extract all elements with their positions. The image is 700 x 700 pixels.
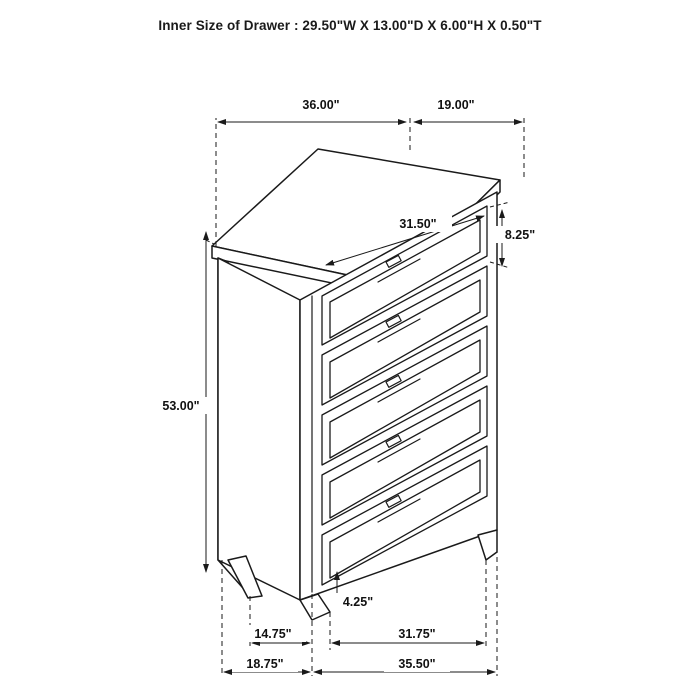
dim-label-top-width: 36.00" [302,98,340,112]
dim-label-side-base-outer: 18.75" [246,657,284,671]
dim-label-front-base-outer: 35.50" [398,657,436,671]
ext-53-top [206,240,214,244]
page-title: Inner Size of Drawer : 29.50"W X 13.00"D X 6.00"H X 0.50"T [158,18,542,33]
dim-label-overall-height: 53.00" [162,399,200,413]
dim-label-top-depth: 19.00" [437,98,475,112]
dim-label-leg-height: 4.25" [342,595,374,609]
chest-body [212,149,500,620]
dim-label-drawer-width: 31.50" [399,217,437,231]
dim-label-drawer-height: 8.25" [504,228,536,242]
leg-front-left [300,594,330,620]
dim-label-front-base-inner: 31.75" [398,627,436,641]
chest-left-face [218,258,300,600]
dim-label-side-base-inner: 14.75" [254,627,292,641]
